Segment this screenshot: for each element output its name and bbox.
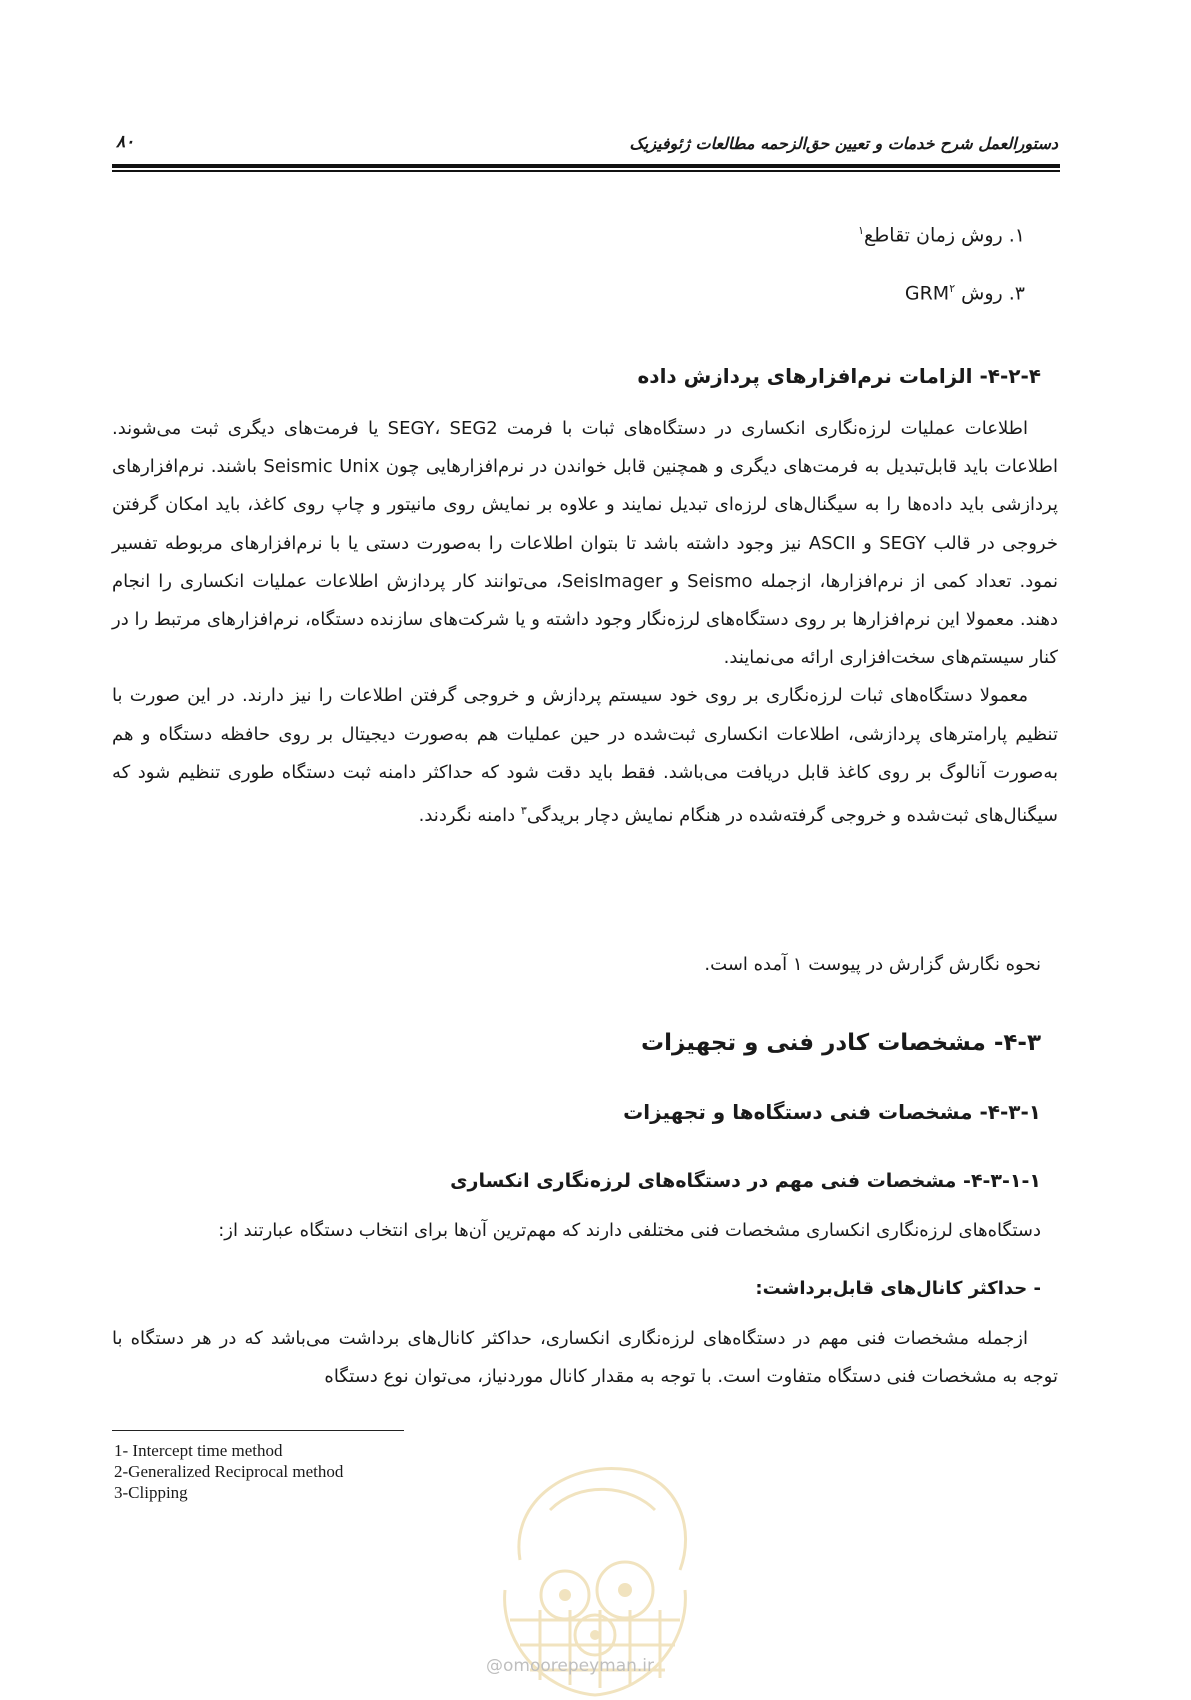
method-item-1 <box>858 224 1025 246</box>
header-title: دستورالعمل شرح خدمات و تعیین حق‌الزحمه مطالعات ژئوفیزیک <box>629 134 1058 153</box>
paragraph-software-requirements: اطلاعات عملیات لرزه‌نگاری انکساری در دستگاه‌های ثبات با فرمت SEGY، SEG2 یا فرمت‌های دیگری ثبت می‌شوند. اطلاعات باید قابل‌تبدیل به فرمت‌های دیگری و همچنین قابل خواندن در نرم‌افزارهایی چون Seismic Unix باشند. نرم‌افزارهای پردازشی باید داده‌ها را به سیگنال‌های لرزه‌ای تبدیل نمایند و علاوه بر نمایش روی مانیتور و چاپ روی کاغذ، باید امکان گرفتن خروجی در قالب SEGY و ASCII نیز وجود داشته باشد تا بتوان اطلاعات را به‌صورت دستی یا با نرم‌افزارهای مربوطه تفسیر نمود. تعداد کمی از نرم‌افزارها، ازجمله Seismo و SeisImager، می‌توانند کار پردازش اطلاعات عملیات انکساری را انجام دهند. معمولا این نرم‌افزارها بر روی دستگاه‌های لرزه‌نگار وجود داشته و یا شرکت‌های سازنده دستگاه، نرم‌افزارهای مرتبط را در کنار سیستم‌های سخت‌افزاری ارائه می‌نمایند. <box>112 418 1058 669</box>
footnotes <box>114 1440 343 1503</box>
paragraph-max-channels: ازجمله مشخصات فنی مهم در دستگاه‌های لرزه‌نگاری انکساری، حداکثر کانال‌های برداشت می‌باشد که در هر دستگاه با توجه به مشخصات فنی دستگاه متفاوت است. با توجه به مقدار کانال موردنیاز، می‌توان نوع دستگاه <box>112 1328 1058 1388</box>
page-number: ۸۰ <box>116 132 135 152</box>
header-rule-thick <box>112 164 1060 168</box>
method-item-2 <box>905 282 1025 304</box>
footnote-rule <box>112 1430 404 1431</box>
section-heading-4-3-1-1: ۴-۳-۱-۱- مشخصات فنی مهم در دستگاه‌های لرزه‌نگاری انکساری <box>450 1170 1041 1192</box>
footnote-2: 2-Generalized Reciprocal method <box>114 1462 344 1481</box>
method-item-2-text: ۳. روش GRM <box>904 282 1025 305</box>
method-item-1-text: ۱. روش زمان تقاطع <box>864 224 1025 247</box>
footnote-1: 1- Intercept time method <box>114 1441 283 1460</box>
section-heading-4-3: ۴-۳- مشخصات کادر فنی و تجهیزات <box>641 1030 1041 1056</box>
paragraph-built-in-processing-tail: دامنه نگردند. <box>418 805 521 827</box>
section-heading-4-3-1: ۴-۳-۱- مشخصات فنی دستگاه‌ها و تجهیزات <box>623 1100 1041 1124</box>
section-4-2-4-body <box>112 410 1058 835</box>
footnote-ref-3: ۳ <box>520 804 527 818</box>
section-heading-4-2-4: ۴-۲-۴- الزامات نرم‌افزارهای پردازش داده <box>637 364 1041 388</box>
footnote-3: 3-Clipping <box>114 1483 188 1502</box>
report-note: نحوه نگارش گزارش در پیوست ۱ آمده است. <box>704 954 1041 975</box>
footnote-ref-2: ۲ <box>949 282 956 295</box>
header-rule-thin <box>112 170 1060 172</box>
bullet-max-channels-title: - حداکثر کانال‌های قابل‌برداشت: <box>755 1278 1041 1299</box>
footnote-ref-1: ۱ <box>858 224 865 237</box>
paragraph-built-in-processing-text: معمولا دستگاه‌های ثبات لرزه‌نگاری بر روی خود سیستم پردازش و خروجی گرفتن اطلاعات را نیز دارند. در این صورت با تنظیم پارامترهای پردازشی، اطلاعات انکساری ثبت‌شده در حین عملیات هم به‌صورت دیجیتال بر روی حافظه دستگاه و هم به‌صورت آنالوگ بر روی کاغذ قابل دریافت می‌باشد. فقط باید دقت شود که حداکثر دامنه ثبت دستگاه طوری تنظیم شود که سیگنال‌های ثبت‌شده و خروجی گرفته‌شده در هنگام نمایش دچار بریدگی <box>112 685 1058 827</box>
watermark-url: @omoorepeyman.ir <box>486 1656 655 1676</box>
paragraph-built-in-processing <box>112 677 1058 835</box>
bullet-max-channels-body <box>112 1320 1058 1396</box>
equipment-intro: دستگاه‌های لرزه‌نگاری انکساری مشخصات فنی مختلفی دارند که مهم‌ترین آن‌ها برای انتخاب دستگاه عبارتند از: <box>218 1220 1041 1241</box>
